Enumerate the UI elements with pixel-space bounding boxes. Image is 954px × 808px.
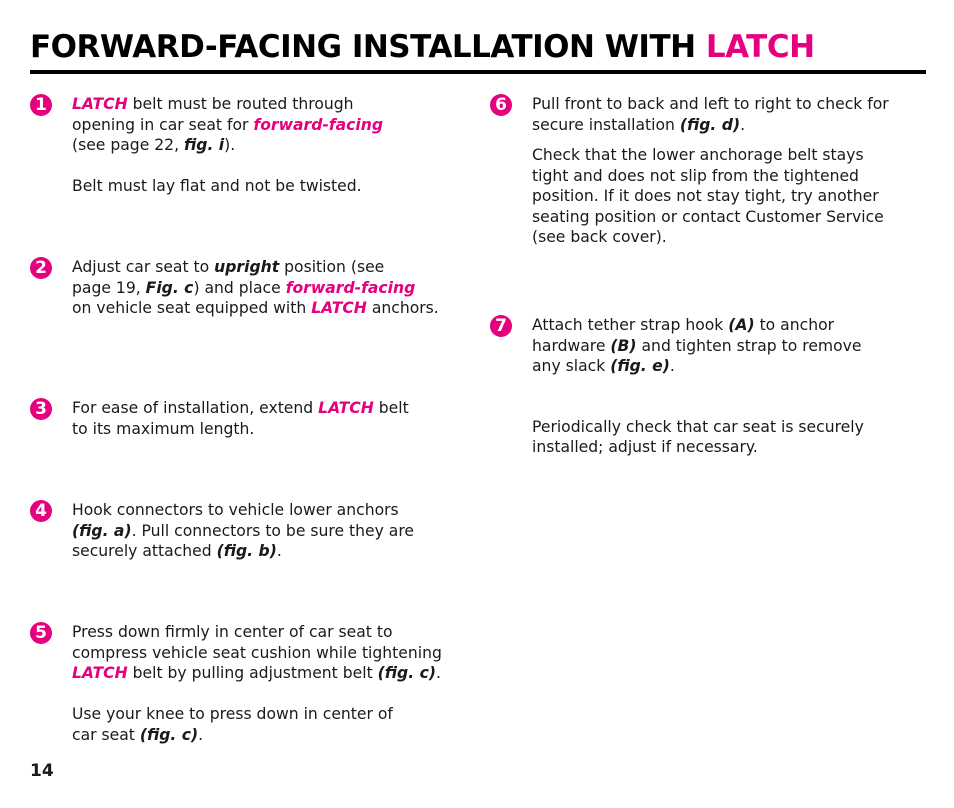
emphasis-text: (fig. c) (139, 725, 199, 744)
text-run: Adjust car seat to (72, 258, 215, 276)
step-5-paragraph-2 (72, 704, 442, 745)
text-run: . Pull connectors to be sure they are (131, 521, 415, 540)
text-run: belt must be routed through (127, 95, 354, 113)
emphasis-text: (fig. b) (216, 542, 277, 560)
step-2-paragraph-1 (72, 257, 439, 319)
highlight-term: forward-facing (285, 278, 416, 297)
text-run: Use your knee to press down in center of (72, 705, 393, 723)
highlight-term: LATCH (318, 399, 374, 417)
highlight-term: LATCH (72, 664, 128, 682)
text-run: belt (373, 399, 409, 417)
title-accent: LATCH (705, 29, 815, 65)
text-run: compress vehicle seat cushion while tightening (72, 643, 442, 662)
text-run: opening in car seat for (72, 115, 254, 134)
step-4-number-icon: 4 (30, 500, 52, 522)
text-run: ). (224, 136, 236, 154)
title-rule (30, 70, 926, 74)
text-run: . (198, 725, 204, 744)
text-run: Check that the lower anchorage belt stays (532, 146, 864, 164)
text-run: and tighten strap to remove (636, 336, 862, 355)
text-run: (see page 22, (72, 136, 185, 154)
emphasis-text: (B) (610, 336, 637, 355)
emphasis-text: (fig. d) (679, 115, 741, 134)
text-run: Pull front to back and left to right to check for (532, 95, 889, 113)
text-run: . (276, 542, 282, 560)
text-run: installed; adjust if necessary. (532, 438, 758, 456)
text-run: . (669, 357, 675, 375)
step-5-number-icon: 5 (30, 622, 52, 644)
text-run: anchors. (366, 299, 439, 317)
step-3-number-icon: 3 (30, 398, 52, 420)
text-run: on vehicle seat equipped with (72, 299, 312, 317)
emphasis-text: (fig. e) (610, 357, 670, 375)
text-run: . (740, 115, 746, 134)
emphasis-text: fig. i (184, 136, 225, 154)
step-2 (72, 257, 439, 319)
text-run: to its maximum length. (72, 419, 255, 438)
step-4-paragraph-1 (72, 500, 414, 562)
step-2-number-icon: 2 (30, 257, 52, 279)
emphasis-text: (fig. a) (72, 521, 132, 540)
step-1-paragraph-1 (72, 94, 383, 156)
text-run: Periodically check that car seat is securely (532, 417, 864, 436)
text-run: tight and does not slip from the tightened (532, 166, 859, 185)
text-run: position (see (279, 258, 385, 276)
step-3 (72, 398, 409, 439)
text-run: ) and place (193, 278, 286, 297)
text-run: any slack (532, 357, 611, 375)
step-1-number-icon: 1 (30, 94, 52, 116)
text-run: car seat (72, 725, 140, 744)
text-run: For ease of installation, extend (72, 399, 319, 417)
step-1 (72, 94, 383, 197)
step-6 (532, 94, 889, 248)
step-6-paragraph-2 (532, 145, 889, 248)
step-4 (72, 500, 414, 562)
emphasis-text: (A) (728, 316, 755, 334)
step-5-paragraph-1 (72, 622, 442, 684)
step-7-number-icon: 7 (490, 315, 512, 337)
text-run: Hook connectors to vehicle lower anchors (72, 501, 399, 519)
page-title (30, 26, 926, 68)
text-run: belt by pulling adjustment belt (127, 664, 378, 682)
text-run: hardware (532, 336, 611, 355)
page-number: 14 (30, 761, 54, 781)
text-run: (see back cover). (532, 228, 667, 246)
text-run: securely attached (72, 542, 217, 560)
text-run: secure installation (532, 115, 680, 134)
highlight-term: forward-facing (253, 115, 384, 134)
text-run: Belt must lay flat and not be twisted. (72, 177, 362, 195)
text-run: page 19, (72, 278, 146, 297)
step-6-paragraph-1 (532, 94, 889, 135)
text-run: position. If it does not stay tight, try another (532, 187, 879, 205)
step-5 (72, 622, 442, 745)
text-run: seating position or contact Customer Service (532, 207, 884, 226)
emphasis-text: (fig. c) (377, 664, 436, 682)
highlight-term: LATCH (72, 95, 128, 113)
text-run: to anchor (754, 316, 835, 334)
text-run: Attach tether strap hook (532, 316, 729, 334)
step-7-paragraph-1 (532, 315, 864, 377)
emphasis-text: Fig. c (145, 278, 194, 297)
step-7 (532, 315, 864, 458)
step-7-paragraph-2 (532, 417, 864, 458)
emphasis-text: upright (214, 258, 280, 276)
highlight-term: LATCH (311, 299, 367, 317)
step-3-paragraph-1 (72, 398, 409, 439)
step-6-number-icon: 6 (490, 94, 512, 116)
title-main: FORWARD-FACING INSTALLATION WITH (30, 29, 706, 65)
text-run: . (435, 664, 441, 682)
text-run: Press down firmly in center of car seat to (72, 623, 393, 641)
step-1-paragraph-2 (72, 176, 383, 197)
